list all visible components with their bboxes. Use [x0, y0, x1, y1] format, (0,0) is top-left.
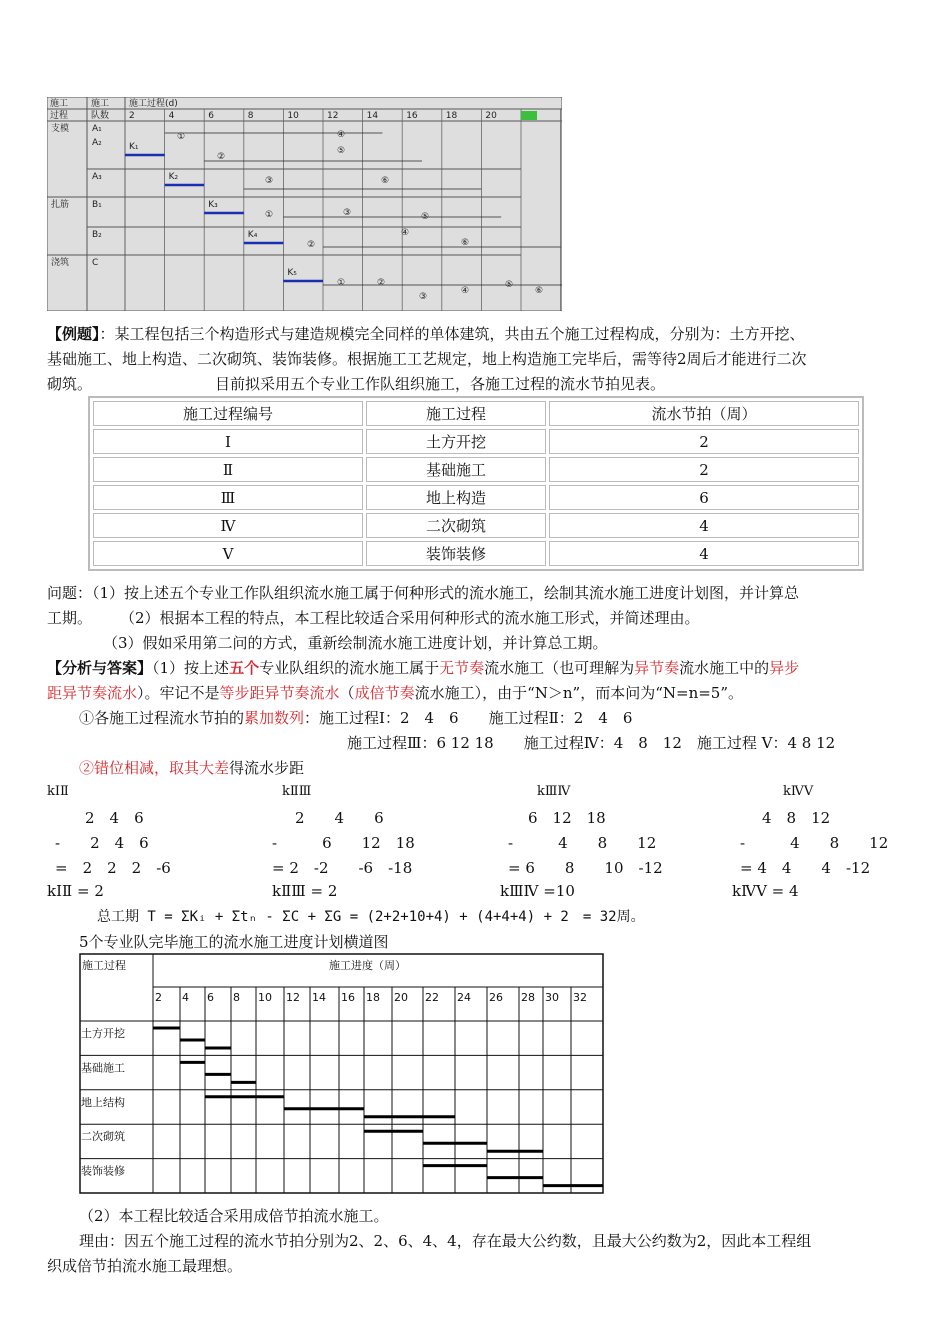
gantt-tick-label: 2 [155, 991, 162, 1004]
top-process: 扎筋 [51, 200, 70, 210]
question-1a: 问题：（1）按上述五个专业工作队组织流水施工属于何种形式的流水施工，绘制其流水施工进度计划图，并计算总 [47, 584, 800, 602]
gantt-tick-label: 4 [182, 991, 189, 1004]
table-cell: 2 [549, 457, 859, 482]
k45-row-2: - 4 8 12 [740, 834, 889, 852]
top-circle-label: ④ [401, 228, 410, 238]
gantt-tick-label: 24 [457, 991, 471, 1004]
top-team: A₁ [92, 124, 102, 134]
analysis-line-2: 距异节奏流水）。牢记不是等步距异节奏流水（成倍节奏流水施工），由于“N＞n”，而本问为“N=n=5”。 [47, 684, 744, 702]
k45-result: kⅣⅤ = 4 [732, 882, 799, 900]
top-team: B₂ [92, 230, 102, 240]
gantt-tick-label: 6 [207, 991, 214, 1004]
table-cell: 2 [549, 429, 859, 454]
top-circle-label: ② [307, 240, 316, 250]
top-circle-label: ④ [461, 286, 470, 296]
total-duration: 总工期 T = ΣKᵢ + Σtₙ - ΣC + ΣG = (2+2+10+4) + (4+4+4) + 2 = 32周。 [97, 909, 645, 925]
table-row [93, 541, 859, 566]
table-cell: 6 [549, 485, 859, 510]
answer-2-line-3: 织成倍节拍流水施工最理想。 [47, 1257, 243, 1275]
top-circle-label: ① [337, 278, 346, 288]
top-circle-label: ⑤ [421, 212, 430, 222]
k-label-1-2: kⅠⅡ [47, 784, 69, 799]
table-cell: 4 [549, 541, 859, 566]
k23-result: kⅡⅢ = 2 [272, 882, 338, 900]
k12-row-2: - 2 4 6 [55, 834, 149, 852]
analysis-step-1: ①各施工过程流水节拍的累加数列：施工过程Ⅰ：2 4 6 施工过程Ⅱ：2 4 6 [79, 709, 633, 727]
top-process: 浇筑 [51, 258, 70, 268]
k12-row-1: 2 4 6 [85, 809, 144, 827]
top-tick: 8 [247, 111, 254, 121]
example-line-2: 基础施工、地上构造、二次砌筑、装饰装修。根据施工工艺规定，地上构造施工完毕后，需等待2周后才能进行二次 [47, 350, 807, 368]
analysis-step-1-cont: 施工过程Ⅲ：6 12 18 施工过程Ⅳ：4 8 12 施工过程 Ⅴ：4 8 12 [347, 734, 836, 752]
gantt-tick-label: 8 [233, 991, 240, 1004]
k34-row-1: 6 12 18 [528, 809, 606, 827]
example-line-3b: 目前拟采用五个专业工作队组织施工，各施工过程的流水节拍见表。 [215, 375, 666, 393]
question-1b: 工期。 [47, 609, 93, 627]
table-cell: Ⅴ [93, 541, 363, 566]
top-header: 施工 [91, 99, 110, 109]
gantt-process-label: 装饰装修 [81, 1164, 125, 1178]
table-row [93, 485, 859, 510]
top-circle-label: ⑥ [461, 238, 470, 248]
k12-result: kⅠⅡ = 2 [47, 882, 104, 900]
k-label-4-5: kⅣⅤ [783, 784, 814, 799]
rhythm-table [88, 396, 864, 571]
top-circle-label: ⑥ [381, 176, 390, 186]
top-team: A₃ [92, 172, 102, 182]
gantt-tick-label: 16 [341, 991, 355, 1004]
analysis-line-1: 【分析与答案】（1）按上述五个专业队组织的流水施工属于无节奏流水施工（也可理解为异节奏流水施工中的异步 [47, 659, 800, 677]
top-tick: 18 [445, 111, 458, 121]
top-header: 施工 [50, 99, 69, 109]
table-row [93, 429, 859, 454]
top-k-label: K₂ [168, 172, 179, 182]
gantt-title: 5个专业队完毕施工的流水施工进度计划横道图 [79, 933, 389, 951]
top-tick: 4 [168, 111, 175, 121]
table-row [93, 513, 859, 538]
top-progress-chart [47, 97, 562, 311]
table-cell: 地上构造 [366, 485, 546, 510]
gantt-tick-label: 12 [286, 991, 300, 1004]
top-circle-label: ① [177, 132, 186, 142]
k45-row-3: = 4 4 4 -12 [740, 859, 871, 877]
top-circle-label: ③ [265, 176, 274, 186]
top-circle-label: ⑥ [535, 286, 544, 296]
gantt-tick-label: 28 [521, 991, 535, 1004]
gantt-process-label: 土方开挖 [81, 1027, 125, 1040]
table-cell: 4 [549, 513, 859, 538]
example-line-3a: 砌筑。 [47, 375, 93, 393]
k23-row-2: - 6 12 18 [272, 834, 415, 852]
gantt-border [80, 954, 603, 1193]
top-circle-label: ⑤ [337, 146, 346, 156]
gantt-tick-label: 32 [573, 991, 587, 1004]
top-tick: 16 [406, 111, 418, 121]
table-cell: Ⅱ [93, 457, 363, 482]
analysis-step-2: ②错位相减，取其大差得流水步距 [79, 759, 305, 777]
k34-row-2: - 4 8 12 [508, 834, 657, 852]
k34-row-3: = 6 8 10 -12 [508, 859, 663, 877]
gantt-chart [79, 953, 605, 1195]
top-k-label: K₁ [129, 142, 139, 152]
gantt-tick-label: 20 [394, 991, 408, 1004]
table-cell: 土方开挖 [366, 429, 546, 454]
top-tick: 12 [327, 111, 339, 121]
table-row [93, 457, 859, 482]
top-circle-label: ⑤ [505, 280, 514, 290]
table-cell: Ⅲ [93, 485, 363, 510]
gantt-process-label: 基础施工 [81, 1061, 125, 1075]
gantt-header-left: 施工过程 [82, 959, 126, 972]
k-label-2-3: kⅡⅢ [282, 784, 312, 799]
question-2: （2）根据本工程的特点，本工程比较适合采用何种形式的流水施工形式，并简述理由。 [120, 609, 700, 627]
top-circle-label: ② [217, 152, 226, 162]
top-circle-label: ③ [419, 292, 428, 302]
top-team: A₂ [92, 138, 102, 148]
table-cell: Ⅳ [93, 513, 363, 538]
top-tick: 10 [287, 111, 299, 121]
top-tick: 14 [366, 111, 379, 121]
example-line-1: 【例题】：某工程包括三个构造形式与建造规模完全同样的单体建筑，共由五个施工过程构成，分别为：土方开挖、 [47, 325, 805, 343]
gantt-tick-label: 14 [312, 991, 326, 1004]
gantt-tick-label: 10 [258, 991, 272, 1004]
top-team: C [92, 258, 99, 268]
answer-2-line-1: （2）本工程比较适合采用成倍节拍流水施工。 [79, 1207, 389, 1225]
top-k-label: K₄ [247, 230, 258, 240]
top-circle-label: ③ [343, 208, 352, 218]
table-header: 施工过程 [366, 401, 546, 426]
gantt-tick-label: 22 [425, 991, 439, 1004]
top-circle-label: ② [377, 278, 386, 288]
gantt-tick-label: 26 [489, 991, 503, 1004]
table-header-row [93, 401, 859, 426]
k23-row-1: 2 4 6 [295, 809, 384, 827]
top-header: 施工过程(d) [129, 99, 178, 109]
k12-row-3: = 2 2 2 -6 [55, 859, 171, 877]
table-header: 施工过程编号 [93, 401, 363, 426]
table-cell: 二次砌筑 [366, 513, 546, 538]
table-header: 流水节拍（周） [549, 401, 859, 426]
top-tick: 6 [208, 111, 214, 121]
top-circle-label: ④ [337, 130, 346, 140]
top-k-label: K₃ [208, 200, 218, 210]
table-cell: 基础施工 [366, 457, 546, 482]
top-circle-label: ① [265, 210, 274, 220]
gantt-tick-label: 18 [366, 991, 380, 1004]
gantt-tick-label: 30 [545, 991, 559, 1004]
top-k-label: K₅ [287, 268, 297, 278]
question-3: （3）假如采用第二问的方式，重新绘制流水施工进度计划，并计算总工期。 [103, 634, 608, 652]
table-cell: 装饰装修 [366, 541, 546, 566]
top-tick: 2 [129, 111, 135, 121]
k45-row-1: 4 8 12 [762, 809, 831, 827]
answer-2-line-2: 理由：因五个施工过程的流水节拍分别为2、2、6、4、4，存在最大公约数，且最大公约数为2，因此本工程组 [79, 1232, 812, 1250]
top-process: 支模 [51, 124, 70, 134]
top-header: 过程 [50, 111, 69, 121]
k23-row-3: = 2 -2 -6 -18 [272, 859, 413, 877]
top-tick: 20 [485, 111, 497, 121]
gantt-process-label: 二次砌筑 [81, 1130, 125, 1144]
table-cell: Ⅰ [93, 429, 363, 454]
gantt-process-label: 地上结构 [81, 1095, 125, 1109]
gantt-header-top: 施工进度（周） [329, 959, 406, 972]
top-header: 队数 [91, 111, 110, 121]
top-team: B₁ [92, 200, 102, 210]
k34-result: kⅢⅣ =10 [500, 882, 575, 900]
k-label-3-4: kⅢⅣ [537, 784, 571, 799]
